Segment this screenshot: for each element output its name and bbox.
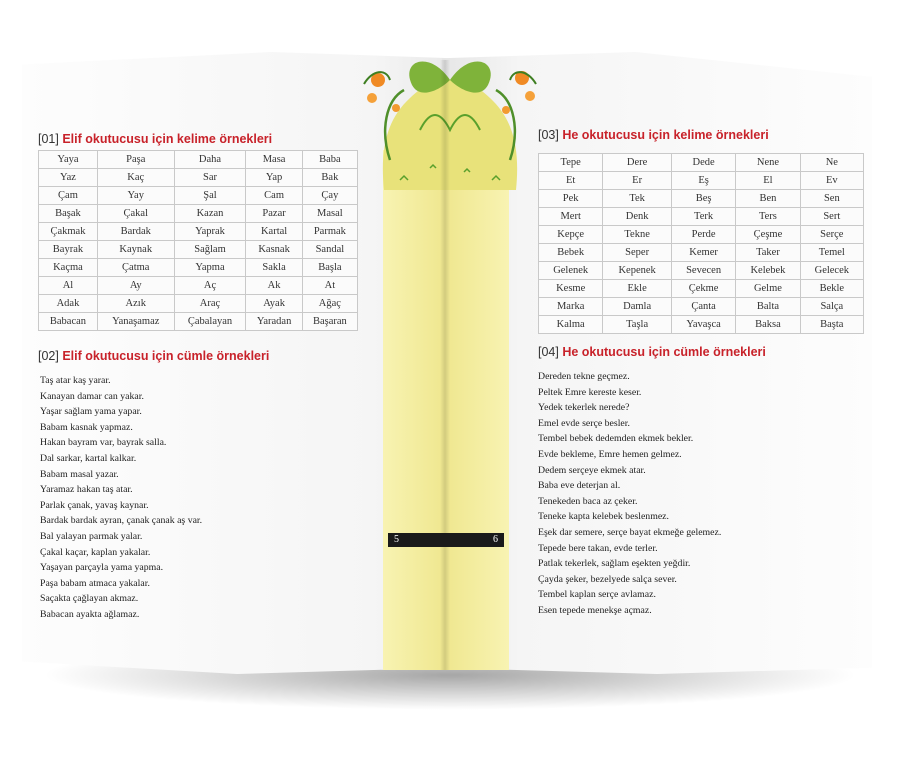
word-cell: Pazar bbox=[246, 205, 302, 223]
word-cell: Yaz bbox=[39, 169, 98, 187]
word-cell: At bbox=[302, 277, 357, 295]
word-cell: Başta bbox=[800, 316, 863, 334]
sentence-item: Çakal kaçar, kaplan yakalar. bbox=[40, 546, 151, 558]
table-row bbox=[39, 241, 358, 259]
word-cell: Ay bbox=[97, 277, 174, 295]
section-01-heading bbox=[38, 132, 272, 146]
word-cell: Taşla bbox=[603, 316, 672, 334]
sentence-item: Tenekeden baca az çeker. bbox=[538, 495, 638, 507]
spine-band-left bbox=[383, 150, 445, 670]
word-cell: Tekne bbox=[603, 226, 672, 244]
table-row bbox=[39, 187, 358, 205]
word-cell: Ev bbox=[800, 172, 863, 190]
section-01-title: Elif okutucusu için kelime örnekleri bbox=[62, 132, 273, 146]
sentence-item: Babam kasnak yapmaz. bbox=[40, 421, 133, 433]
word-cell: Azık bbox=[97, 295, 174, 313]
word-cell: Al bbox=[39, 277, 98, 295]
word-cell: Çakal bbox=[97, 205, 174, 223]
word-cell: Bak bbox=[302, 169, 357, 187]
word-cell: Çatma bbox=[97, 259, 174, 277]
table-row bbox=[539, 262, 864, 280]
sentence-list-he bbox=[538, 369, 721, 619]
sentence-list-elif bbox=[40, 373, 202, 623]
word-cell: Yay bbox=[97, 187, 174, 205]
word-cell: Sar bbox=[174, 169, 246, 187]
word-cell: Dere bbox=[603, 154, 672, 172]
word-cell: Paşa bbox=[97, 151, 174, 169]
sentence-item: Bal yalayan parmak yalar. bbox=[40, 530, 143, 542]
table-row bbox=[539, 316, 864, 334]
table-row bbox=[539, 172, 864, 190]
word-cell: Terk bbox=[671, 208, 735, 226]
section-02-number: [02] bbox=[38, 349, 59, 363]
word-cell: Nene bbox=[736, 154, 800, 172]
table-row bbox=[39, 169, 358, 187]
word-cell: Ak bbox=[246, 277, 302, 295]
sentence-item: Tembel kaplan serçe avlamaz. bbox=[538, 589, 656, 601]
word-cell: Masa bbox=[246, 151, 302, 169]
word-cell: Serçe bbox=[800, 226, 863, 244]
word-cell: Çeşme bbox=[736, 226, 800, 244]
word-cell: Gelme bbox=[736, 280, 800, 298]
word-cell: Yaradan bbox=[246, 313, 302, 331]
word-cell: Temel bbox=[800, 244, 863, 262]
word-cell: Daha bbox=[174, 151, 246, 169]
word-cell: Çakmak bbox=[39, 223, 98, 241]
word-cell: Başla bbox=[302, 259, 357, 277]
word-cell: Kasnak bbox=[246, 241, 302, 259]
word-cell: Ağaç bbox=[302, 295, 357, 313]
word-cell: Perde bbox=[671, 226, 735, 244]
word-cell: Ne bbox=[800, 154, 863, 172]
sentence-item: Bardak bardak ayran, çanak çanak aş var. bbox=[40, 515, 203, 527]
sentence-item: Patlak tekerlek, sağlam eşekten yeğdir. bbox=[538, 558, 691, 570]
sentence-item: Teneke kapta kelebek beslenmez. bbox=[538, 511, 669, 523]
word-cell: Bebek bbox=[539, 244, 603, 262]
word-cell: Tepe bbox=[539, 154, 603, 172]
word-cell: Kelebek bbox=[736, 262, 800, 280]
word-cell: Damla bbox=[603, 298, 672, 316]
section-04-heading bbox=[538, 345, 766, 359]
word-cell: Çabalayan bbox=[174, 313, 246, 331]
section-02-heading bbox=[38, 349, 269, 363]
sentence-item: Yaşar sağlam yama yapar. bbox=[40, 406, 142, 418]
word-cell: Masal bbox=[302, 205, 357, 223]
section-02-title: Elif okutucusu için cümle örnekleri bbox=[62, 349, 270, 363]
table-row bbox=[539, 208, 864, 226]
word-cell: Sakla bbox=[246, 259, 302, 277]
sentence-item: Dereden tekne geçmez. bbox=[538, 371, 630, 382]
word-cell: Kepenek bbox=[603, 262, 672, 280]
sentence-item: Tepede bere takan, evde terler. bbox=[538, 542, 658, 554]
word-cell: Yapma bbox=[174, 259, 246, 277]
table-row bbox=[39, 295, 358, 313]
table-row bbox=[39, 205, 358, 223]
word-cell: Ayak bbox=[246, 295, 302, 313]
word-cell: Sağlam bbox=[174, 241, 246, 259]
table-row bbox=[539, 280, 864, 298]
word-cell: Eş bbox=[671, 172, 735, 190]
word-cell: Pek bbox=[539, 190, 603, 208]
sentence-item: Eşek dar semere, serçe bayat ekmeğe gelemez. bbox=[538, 526, 722, 538]
word-cell: Beş bbox=[671, 190, 735, 208]
sentence-item: Dal sarkar, kartal kalkar. bbox=[40, 452, 137, 464]
word-cell: Sert bbox=[800, 208, 863, 226]
word-cell: Yanaşamaz bbox=[97, 313, 174, 331]
word-cell: Babacan bbox=[39, 313, 98, 331]
word-cell: Bekle bbox=[800, 280, 863, 298]
page-number-right: 6 bbox=[446, 533, 504, 547]
table-row bbox=[539, 226, 864, 244]
word-cell: Çekme bbox=[671, 280, 735, 298]
word-cell: Mert bbox=[539, 208, 603, 226]
word-cell: Er bbox=[603, 172, 672, 190]
sentence-item: Parlak çanak, yavaş kaynar. bbox=[40, 499, 149, 511]
word-cell: Gelenek bbox=[539, 262, 603, 280]
word-cell: Ekle bbox=[603, 280, 672, 298]
word-cell: Dede bbox=[671, 154, 735, 172]
word-cell: Sandal bbox=[302, 241, 357, 259]
sentence-item: Hakan bayram var, bayrak salla. bbox=[40, 437, 167, 449]
word-cell: Yap bbox=[246, 169, 302, 187]
section-03-title: He okutucusu için kelime örnekleri bbox=[562, 128, 769, 142]
word-cell: Kaynak bbox=[97, 241, 174, 259]
word-cell: Çam bbox=[39, 187, 98, 205]
sentence-item: Dedem serçeye ekmek atar. bbox=[538, 464, 646, 476]
table-row bbox=[39, 313, 358, 331]
word-cell: Baksa bbox=[736, 316, 800, 334]
floral-ornament bbox=[360, 40, 540, 190]
sentence-item: Tembel bebek dedemden ekmek bekler. bbox=[538, 433, 694, 445]
table-row bbox=[539, 244, 864, 262]
table-row bbox=[39, 277, 358, 295]
word-cell: Sevecen bbox=[671, 262, 735, 280]
word-cell: Aç bbox=[174, 277, 246, 295]
sentence-item: Yaşayan parçayla yama yapma. bbox=[40, 562, 164, 574]
word-cell: Gelecek bbox=[800, 262, 863, 280]
word-cell: Bardak bbox=[97, 223, 174, 241]
word-cell: Cam bbox=[246, 187, 302, 205]
sentence-item: Çayda şeker, bezelyede salça sever. bbox=[538, 573, 677, 585]
word-cell: Kaç bbox=[97, 169, 174, 187]
table-row bbox=[539, 154, 864, 172]
section-03-heading bbox=[538, 128, 769, 142]
word-cell: Yaya bbox=[39, 151, 98, 169]
word-cell: Marka bbox=[539, 298, 603, 316]
spine-band-right bbox=[445, 150, 509, 670]
word-cell: Salça bbox=[800, 298, 863, 316]
word-cell: Parmak bbox=[302, 223, 357, 241]
sentence-item: Babam masal yazar. bbox=[40, 468, 119, 480]
word-cell: Şal bbox=[174, 187, 246, 205]
word-cell: Denk bbox=[603, 208, 672, 226]
sentence-item: Babacan ayakta ağlamaz. bbox=[40, 608, 140, 620]
sentence-item: Baba eve deterjan al. bbox=[538, 480, 621, 492]
word-cell: Çay bbox=[302, 187, 357, 205]
section-04-number: [04] bbox=[538, 345, 559, 359]
table-row bbox=[39, 259, 358, 277]
word-cell: Kemer bbox=[671, 244, 735, 262]
word-cell: Kazan bbox=[174, 205, 246, 223]
sentence-item: Paşa babam atmaca yakalar. bbox=[40, 577, 150, 589]
word-cell: Balta bbox=[736, 298, 800, 316]
word-table-he bbox=[538, 153, 864, 334]
word-cell: Bayrak bbox=[39, 241, 98, 259]
word-cell: Yavaşca bbox=[671, 316, 735, 334]
section-03-number: [03] bbox=[538, 128, 559, 142]
word-table-elif bbox=[38, 150, 358, 331]
sentence-item: Peltek Emre kereste keser. bbox=[538, 386, 642, 398]
section-01-number: [01] bbox=[38, 132, 59, 146]
word-cell: Araç bbox=[174, 295, 246, 313]
sentence-item: Taş atar kaş yarar. bbox=[40, 375, 111, 386]
word-cell: Ters bbox=[736, 208, 800, 226]
word-cell: Çanta bbox=[671, 298, 735, 316]
word-cell: Kaçma bbox=[39, 259, 98, 277]
sentence-item: Emel evde serçe besler. bbox=[538, 417, 630, 429]
page-number-left: 5 bbox=[388, 533, 450, 547]
word-cell: Taker bbox=[736, 244, 800, 262]
section-04-title: He okutucusu için cümle örnekleri bbox=[562, 345, 766, 359]
word-cell: Kesme bbox=[539, 280, 603, 298]
sentence-item: Yedek tekerlek nerede? bbox=[538, 402, 630, 414]
table-row bbox=[539, 190, 864, 208]
sentence-item: Yaramaz hakan taş atar. bbox=[40, 484, 133, 496]
table-row bbox=[39, 223, 358, 241]
word-cell: Başaran bbox=[302, 313, 357, 331]
word-cell: Tek bbox=[603, 190, 672, 208]
word-cell: Baba bbox=[302, 151, 357, 169]
word-cell: Başak bbox=[39, 205, 98, 223]
word-cell: El bbox=[736, 172, 800, 190]
sentence-item: Kanayan damar can yakar. bbox=[40, 390, 144, 402]
word-cell: Seper bbox=[603, 244, 672, 262]
word-cell: Sen bbox=[800, 190, 863, 208]
table-row bbox=[539, 298, 864, 316]
word-cell: Et bbox=[539, 172, 603, 190]
book-gutter bbox=[440, 60, 450, 670]
sentence-item: Saçakta çağlayan akmaz. bbox=[40, 593, 139, 605]
word-cell: Kartal bbox=[246, 223, 302, 241]
word-cell: Ben bbox=[736, 190, 800, 208]
word-cell: Kepçe bbox=[539, 226, 603, 244]
word-cell: Yaprak bbox=[174, 223, 246, 241]
sentence-item: Evde bekleme, Emre hemen gelmez. bbox=[538, 448, 682, 460]
word-cell: Kalma bbox=[539, 316, 603, 334]
sentence-item: Esen tepede menekşe açmaz. bbox=[538, 604, 652, 616]
word-cell: Adak bbox=[39, 295, 98, 313]
table-row bbox=[39, 151, 358, 169]
